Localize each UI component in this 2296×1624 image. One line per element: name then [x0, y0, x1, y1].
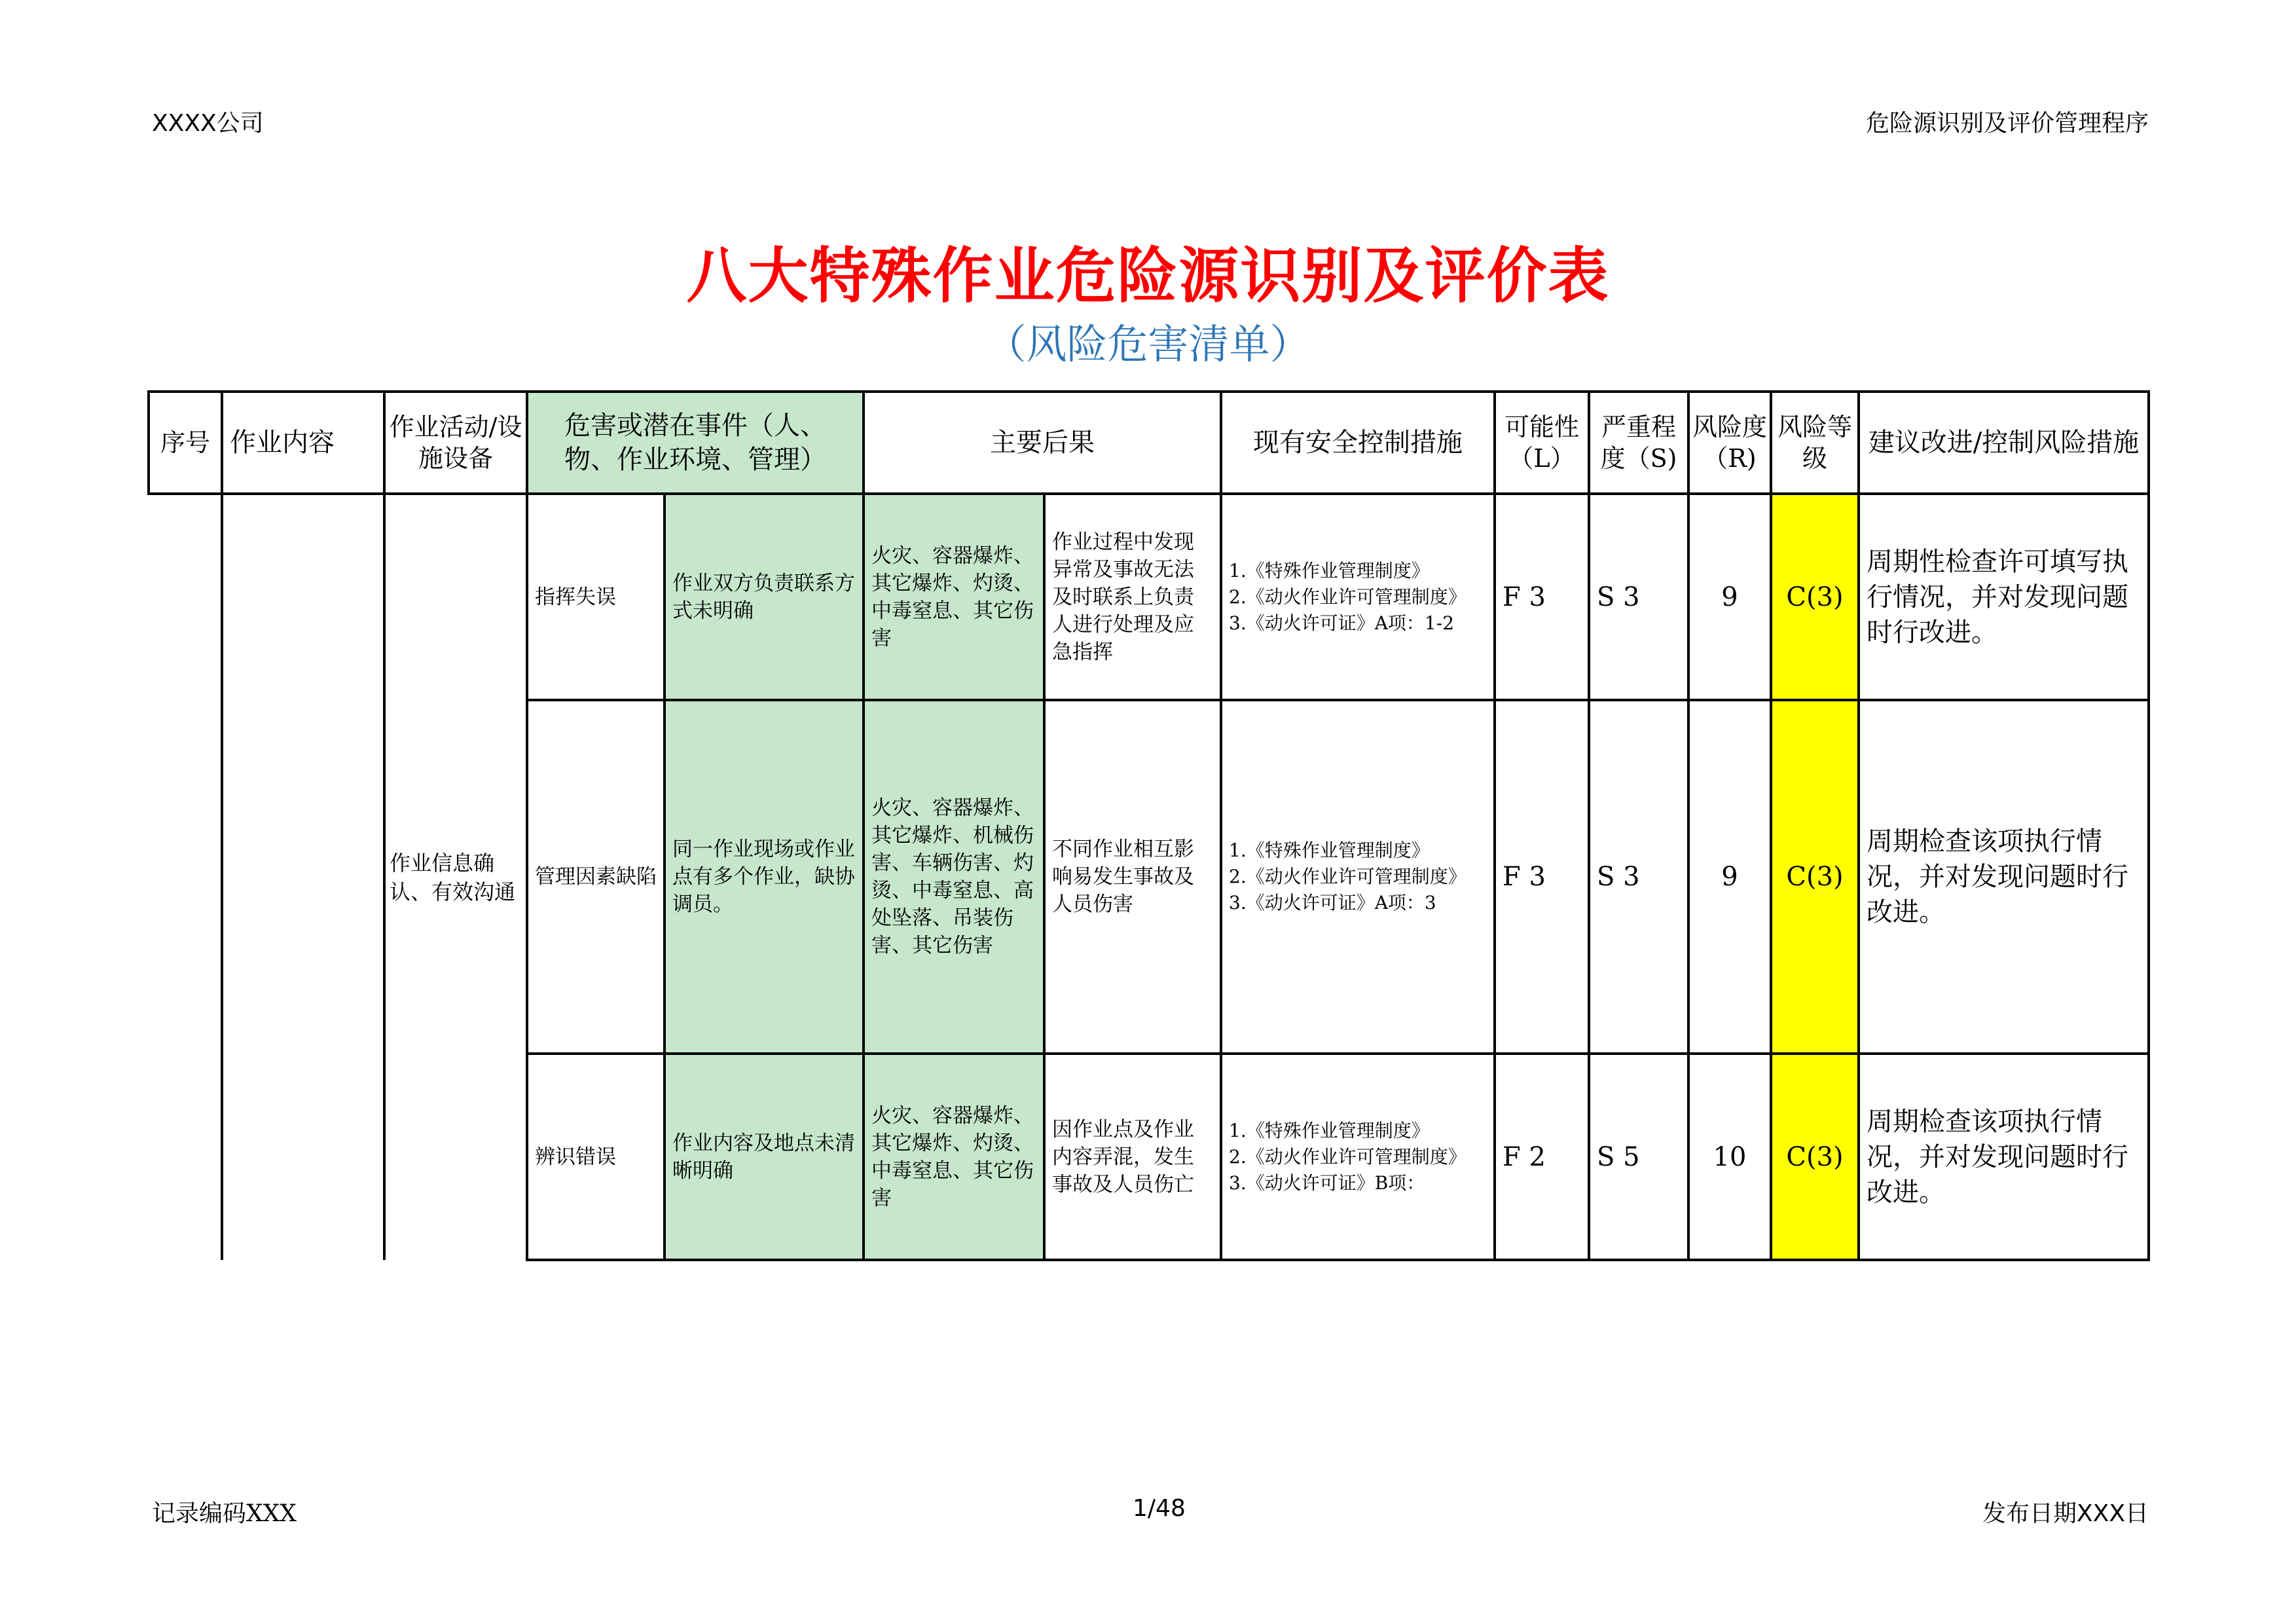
col-header-hazard: 危害或潜在事件（人、物、作业环境、管理） — [527, 392, 864, 494]
risk-level-cell: C(3) — [1771, 700, 1859, 1054]
risk-level-cell: C(3) — [1771, 1054, 1859, 1260]
consequence-types-cell: 火灾、容器爆炸、其它爆炸、机械伤害、车辆伤害、灼烫、中毒窒息、高处坠落、吊装伤害、其它伤害 — [864, 700, 1044, 1054]
col-header-seq: 序号 — [149, 392, 222, 494]
likelihood-cell: F 2 — [1495, 1054, 1589, 1260]
consequence-desc-cell: 不同作业相互影响易发生事故及人员伤害 — [1044, 700, 1221, 1054]
col-header-controls: 现有安全控制措施 — [1221, 392, 1495, 494]
col-header-severity: 严重程度（S) — [1589, 392, 1688, 494]
col-header-consequence: 主要后果 — [864, 392, 1221, 494]
company-name: XXXX公司 — [152, 110, 264, 137]
hazard-type-cell: 管理因素缺陷 — [527, 700, 665, 1054]
hazard-type-cell: 指挥失误 — [527, 494, 665, 700]
controls-cell: 1.《特殊作业管理制度》 2.《动火作业许可管理制度》 3.《动火许可证》A项：3 — [1221, 700, 1495, 1054]
hazard-desc-cell: 作业内容及地点未清晰明确 — [665, 1054, 864, 1260]
record-code: 记录编码XXX — [152, 1500, 297, 1527]
seq-cell — [149, 494, 222, 1260]
col-header-suggestion: 建议改进/控制风险措施 — [1859, 392, 2149, 494]
suggestion-cell: 周期性检查许可填写执行情况，并对发现问题时行改进。 — [1859, 494, 2149, 700]
likelihood-cell: F 3 — [1495, 494, 1589, 700]
col-header-activity: 作业活动/设施设备 — [384, 392, 527, 494]
activity-group-cell: 作业信息确认、有效沟通 — [384, 494, 527, 1260]
table-row — [149, 494, 2149, 700]
controls-cell: 1.《特殊作业管理制度》 2.《动火作业许可管理制度》 3.《动火许可证》A项：1-2 — [1221, 494, 1495, 700]
consequence-types-cell: 火灾、容器爆炸、其它爆炸、灼烫、中毒窒息、其它伤害 — [864, 1054, 1044, 1260]
publish-date: 发布日期XXX日 — [1982, 1500, 2149, 1527]
suggestion-cell: 周期检查该项执行情况，并对发现问题时行改进。 — [1859, 700, 2149, 1054]
suggestion-cell: 周期检查该项执行情况，并对发现问题时行改进。 — [1859, 1054, 2149, 1260]
controls-cell: 1.《特殊作业管理制度》 2.《动火作业许可管理制度》 3.《动火许可证》B项： — [1221, 1054, 1495, 1260]
hazard-desc-cell: 作业双方负责联系方式未明确 — [665, 494, 864, 700]
severity-cell: S 3 — [1589, 700, 1688, 1054]
page-number: 1/48 — [1133, 1495, 1186, 1522]
col-header-likelihood: 可能性（L） — [1495, 392, 1589, 494]
consequence-desc-cell: 因作业点及作业内容弄混，发生事故及人员伤亡 — [1044, 1054, 1221, 1260]
hazard-type-cell: 辨识错误 — [527, 1054, 665, 1260]
content-cell — [222, 494, 384, 1260]
severity-cell: S 3 — [1589, 494, 1688, 700]
col-header-risk-level: 风险等级 — [1771, 392, 1859, 494]
page-subtitle: （风险危害清单） — [985, 320, 1311, 368]
consequence-types-cell: 火灾、容器爆炸、其它爆炸、灼烫、中毒窒息、其它伤害 — [864, 494, 1044, 700]
hazard-desc-cell: 同一作业现场或作业点有多个作业，缺协调员。 — [665, 700, 864, 1054]
severity-cell: S 5 — [1589, 1054, 1688, 1260]
table-header-row — [149, 392, 2149, 494]
consequence-desc-cell: 作业过程中发现异常及事故无法及时联系上负责人进行处理及应急指挥 — [1044, 494, 1221, 700]
document-title: 危险源识别及评价管理程序 — [1865, 110, 2149, 137]
page-title: 八大特殊作业危险源识别及评价表 — [686, 241, 1610, 311]
risk-degree-cell: 9 — [1688, 494, 1771, 700]
risk-degree-cell: 9 — [1688, 700, 1771, 1054]
col-header-content: 作业内容 — [222, 392, 384, 494]
risk-table — [147, 390, 2150, 1261]
likelihood-cell: F 3 — [1495, 700, 1589, 1054]
col-header-risk-degree: 风险度（R) — [1688, 392, 1771, 494]
risk-level-cell: C(3) — [1771, 494, 1859, 700]
risk-degree-cell: 10 — [1688, 1054, 1771, 1260]
